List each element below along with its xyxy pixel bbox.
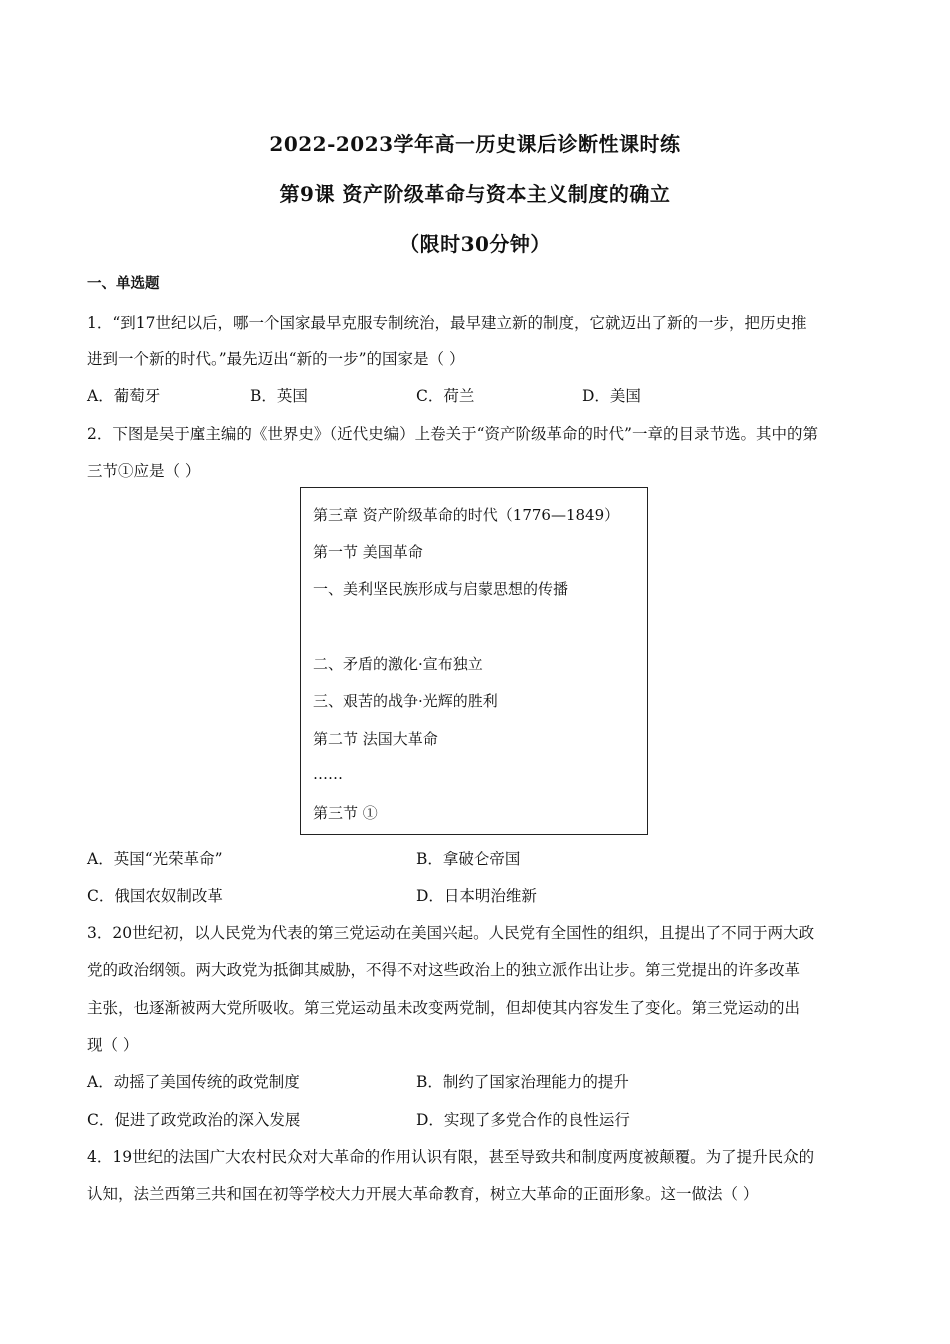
q1-line-2: 进到一个新的时代。”最先迈出“新的一步”的国家是（ ）: [87, 350, 465, 368]
q2-option-a: A．英国“光荣革命”: [87, 850, 223, 868]
q2-option-b: B．拿破仑帝国: [416, 850, 521, 868]
q2-option-c: C．俄国农奴制改革: [87, 887, 223, 905]
q3-option-b: B．制约了国家治理能力的提升: [416, 1073, 629, 1091]
q1-option-c: C．荷兰: [416, 387, 475, 405]
q1-option-d: D．美国: [582, 387, 641, 405]
toc-chapter: 第三章 资产阶级革命的时代（1776—1849）: [313, 506, 620, 524]
q1-option-b: B．英国: [250, 387, 308, 405]
q1-line-1: 1．“到17世纪以后，哪一个国家最早克服专制统治，最早建立新的制度，它就迈出了新的一步，把历史推: [87, 314, 807, 332]
q2-line-1: 2．下图是吴于廑主编的《世界史》（近代史编）上卷关于“资产阶级革命的时代”一章的目录节选。其中的第: [87, 425, 818, 443]
q3-option-d: D．实现了多党合作的良性运行: [416, 1111, 630, 1129]
time-limit: （限时30分钟）: [399, 232, 551, 256]
q4-line-1: 4．19世纪的法国广大农村民众对大革命的作用认识有限，甚至导致共和制度两度被颠覆。为了提升民众的: [87, 1148, 815, 1166]
toc-item-1: 一、美利坚民族形成与启蒙思想的传播: [313, 580, 569, 598]
toc-item-2: 二、矛盾的激化·宣布独立: [313, 655, 483, 673]
q3-line-2: 党的政治纲领。两大政党为抵御其威胁，不得不对这些政治上的独立派作出让步。第三党提出的许多改革: [87, 961, 801, 979]
toc-ellipsis: ……: [313, 765, 343, 783]
q4-line-2: 认知，法兰西第三共和国在初等学校大力开展大革命教育，树立大革命的正面形象。这一做法（ ）: [87, 1185, 759, 1203]
q2-line-2: 三节①应是（ ）: [87, 462, 201, 480]
q3-option-c: C．促进了政党政治的深入发展: [87, 1111, 301, 1129]
q2-option-d: D．日本明治维新: [416, 887, 537, 905]
document-title: 2022-2023学年高一历史课后诊断性课时练: [269, 132, 681, 156]
q3-line-1: 3．20世纪初，以人民党为代表的第三党运动在美国兴起。人民党有全国性的组织，且提出了不同于两大政: [87, 924, 815, 942]
toc-section-1: 第一节 美国革命: [313, 543, 423, 561]
q3-line-3: 主张，也逐渐被两大党所吸收。第三党运动虽未改变两党制，但却使其内容发生了变化。第三党运动的出: [87, 999, 801, 1017]
q3-line-4: 现（ ）: [87, 1036, 139, 1054]
table-of-contents-box: [300, 487, 648, 835]
lesson-title: 第9课 资产阶级革命与资本主义制度的确立: [279, 182, 671, 206]
q3-option-a: A．动摇了美国传统的政党制度: [87, 1073, 300, 1091]
q1-option-a: A．葡萄牙: [87, 387, 161, 405]
toc-section-3: 第三节 ①: [313, 804, 378, 822]
toc-item-3: 三、艰苦的战争·光辉的胜利: [313, 692, 498, 710]
toc-section-2: 第二节 法国大革命: [313, 730, 438, 748]
section-heading: 一、单选题: [87, 275, 160, 292]
